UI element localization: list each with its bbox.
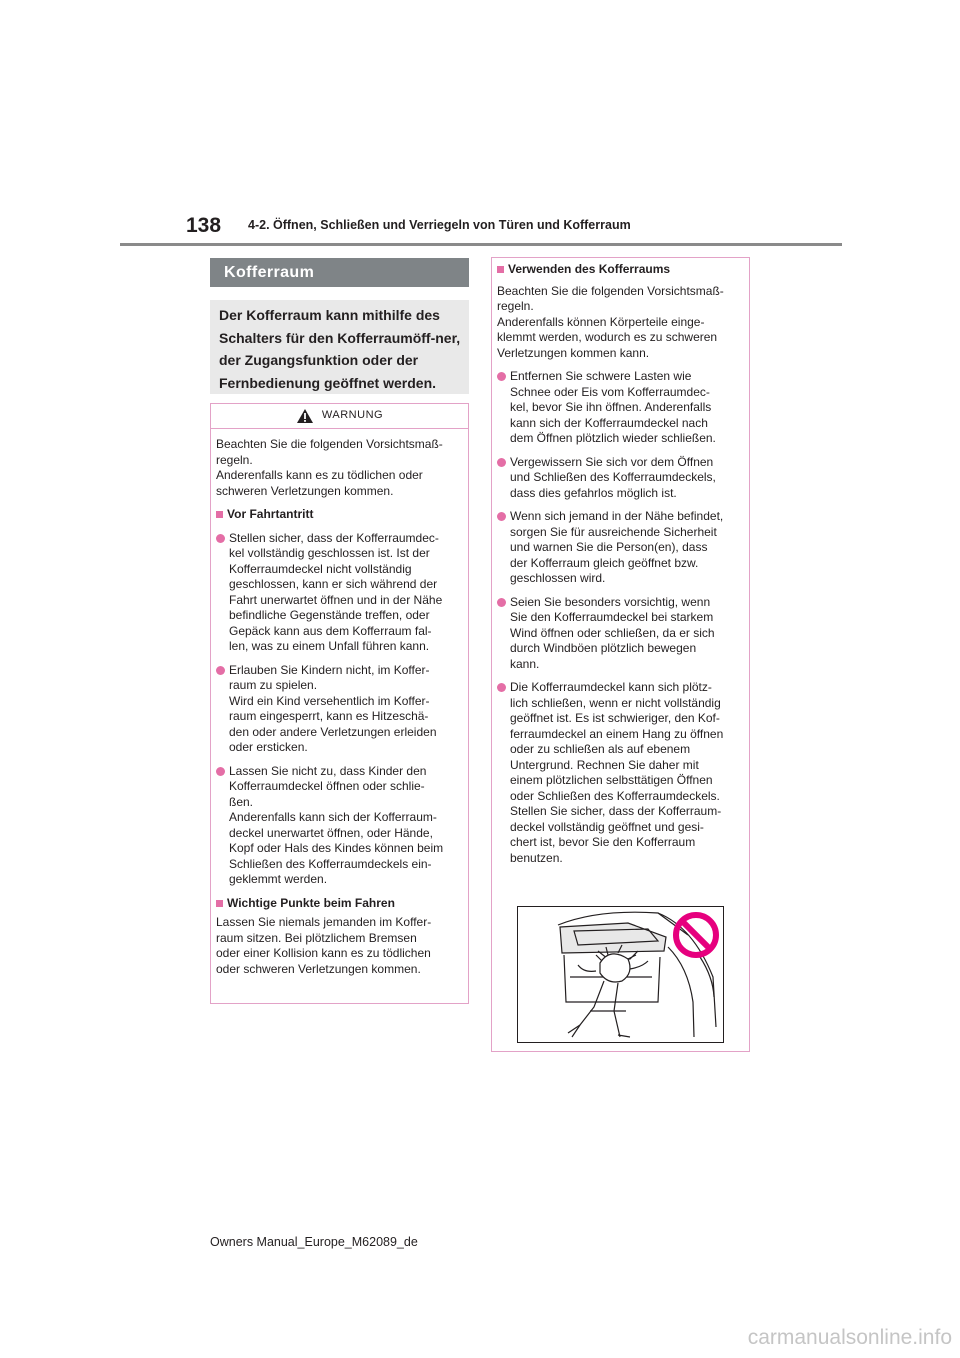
circle-bullet-icon [497, 683, 506, 692]
list-item-text: Stellen sicher, dass der Kofferraumdec- kel vollständig geschlossen ist. Ist der Kofferraumdeckel nicht vollständig geschlossen, kann er sich während der Fahrt unerwartet öffnen und in der Nähe befindliche Gegenstände treffen, oder Gepäck kann aus dem Kofferraum fal- len, was zu einem Unfall führen kann. [229, 530, 443, 653]
subheading-label: Wichtige Punkte beim Fahren [227, 895, 395, 910]
list-item-text: Lassen Sie nicht zu, dass Kinder den Kofferraumdeckel öffnen oder schlie- ßen. Anderenfalls kann sich der Kofferraum- deckel unerwartet öffnen, oder Hände, Kopf oder Hals des Kindes können beim Schließen des Kofferraumdeckels ein- geklemmt werden. [229, 763, 444, 886]
warning-header [211, 404, 468, 429]
circle-bullet-icon [216, 767, 225, 776]
list-item [497, 595, 743, 673]
circle-bullet-icon [497, 598, 506, 607]
subheading-vor-fahrtantritt [216, 507, 462, 523]
subheading-verwenden [497, 262, 743, 278]
warning-intro: Beachten Sie die folgenden Vorsichtsmaß- regeln. Anderenfalls kann es zu tödlichen oder schweren Verletzungen kommen. [216, 437, 443, 498]
list-item-text: Seien Sie besonders vorsichtig, wenn Sie den Kofferraumdeckel bei starkem Wind öffnen oder schließen, da er sich durch Windböen plötzlich bewegen kann. [510, 594, 715, 671]
list-item-text: Wenn sich jemand in der Nähe befindet, sorgen Sie für ausreichende Sicherheit und warnen Sie die Person(en), dass der Kofferraum gleich geöffnet bzw. geschlossen wird. [510, 509, 724, 585]
circle-bullet-icon [216, 666, 225, 675]
caution-intro: Beachten Sie die folgenden Vorsichtsmaß- regeln. Anderenfalls können Körperteile einge- klemmt werden, wodurch es zu schweren Verletzungen kommen kann. [497, 283, 724, 360]
subheading-wichtige-punkte [216, 896, 462, 912]
warning-box [210, 403, 469, 1004]
list-item-text: Vergewissern Sie sich vor dem Öffnen und Schließen des Kofferraumdeckels, dass dies gefahrlos möglich ist. [510, 454, 716, 500]
section-title: Kofferraum [210, 258, 469, 287]
list-item [497, 455, 743, 502]
subheading-label: Verwenden des Kofferraums [508, 262, 671, 276]
list-item [497, 680, 743, 866]
warning-triangle-icon [296, 408, 314, 424]
square-bullet-icon [216, 511, 223, 518]
warning-driving-text: Lassen Sie niemals jemanden im Koffer- raum sitzen. Bei plötzlichem Bremsen oder einer Kollision kann es zu tödlichen oder schweren Verletzungen kommen. [216, 915, 432, 976]
circle-bullet-icon [216, 534, 225, 543]
footer-text: Owners Manual_Europe_M62089_de [210, 1235, 418, 1249]
list-item-text: Die Kofferraumdeckel kann sich plötz- lich schließen, wenn er nicht vollständig geöffnet ist. Es ist schwieriger, den Kof- ferraumdeckel an einem Hang zu öffnen oder zu schließen als auf ebenem Untergrund. Rechnen Sie daher mit einem plötzlichen selbsttätigen Öffnen oder Schließen des Kofferraumdeckels. Stellen Sie sicher, dass der Kofferraum- deckel vollständig geöffnet und gesi- chert ist, bevor Sie den Kofferraum benutzen. [510, 680, 724, 865]
list-item-text: Entfernen Sie schwere Lasten wie Schnee oder Eis vom Kofferraumdec- kel, bevor Sie ihn öffnen. Anderenfalls kann sich der Kofferraumdeckel nach dem Öffnen plötzlich wieder schließen. [510, 369, 716, 445]
circle-bullet-icon [497, 512, 506, 521]
list-item [497, 369, 743, 447]
list-item [497, 509, 743, 587]
section-intro: Der Kofferraum kann mithilfe des Schalters für den Kofferraumöff-ner, der Zugangsfunktion oder der Fernbedienung geöffnet werden. [210, 300, 469, 394]
prohibited-icon [676, 915, 716, 955]
list-item [216, 764, 462, 888]
chapter-title: 4-2. Öffnen, Schließen und Verriegeln von Türen und Kofferraum [248, 218, 631, 232]
circle-bullet-icon [497, 458, 506, 467]
header-divider [120, 243, 842, 246]
circle-bullet-icon [497, 372, 506, 381]
trunk-illustration [517, 906, 724, 1043]
subheading-label: Vor Fahrtantritt [227, 507, 314, 521]
square-bullet-icon [497, 266, 504, 273]
square-bullet-icon [216, 900, 223, 907]
trunk-lid-person-drawing [518, 907, 723, 1042]
list-item [216, 663, 462, 756]
list-item-text: Erlauben Sie Kindern nicht, im Koffer- raum zu spielen. Wird ein Kind versehentlich im Koffer- raum eingesperrt, kann es Hitzeschä- den oder andere Verletzungen erleiden oder ersticken. [229, 662, 437, 754]
warning-label: WARNUNG [321, 409, 384, 422]
watermark: carmanualsonline.info [747, 1326, 952, 1349]
page-number: 138 [186, 214, 222, 237]
list-item [216, 531, 462, 655]
